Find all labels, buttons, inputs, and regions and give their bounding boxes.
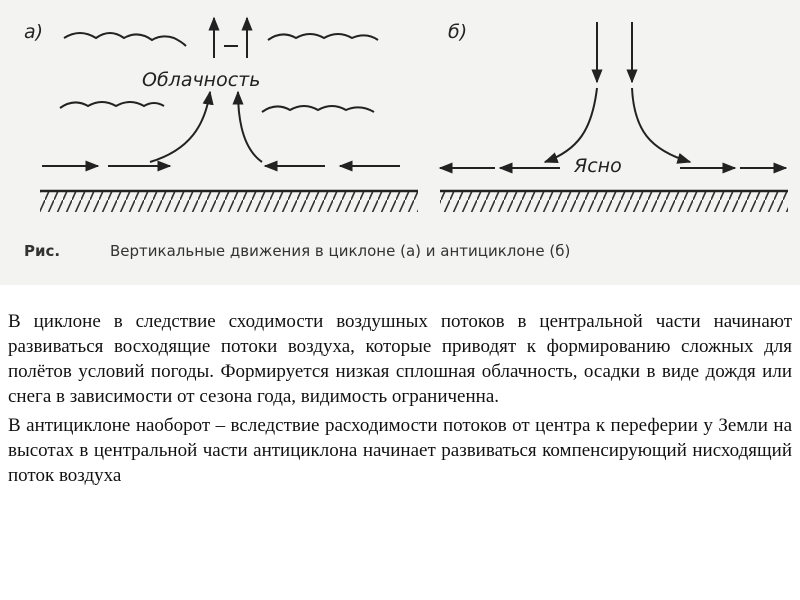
cloudiness-label: Облачность <box>142 69 261 91</box>
panel-b-label: б) <box>448 21 468 43</box>
divergence-curve-right <box>632 88 690 162</box>
panel-a-label: а) <box>24 21 44 43</box>
paragraph-cyclone: В циклоне в следствие сходимости воздушных потоков в центральной части начинают развиваться восходящие потоки воздуха, которые приводят к формированию сложных для полётов условий погоды. Формируется низкая сплошная облачность, осадки в виде дождя или снега в зависимости от сезона года, видимость ограниченна. <box>8 311 792 407</box>
diagram-figure <box>0 0 800 285</box>
lower-cloud-left <box>60 102 164 108</box>
upper-cloud-left <box>64 33 186 46</box>
paragraph-anticyclone: В антициклоне наоборот – вследствие расходимости потоков от центра к переферии у Земли на высотах в центральной части антициклона начинает развиваться компенсирующий нисходящий поток воздуха <box>8 415 792 486</box>
convergence-curve-left <box>150 92 210 162</box>
ground-b <box>440 191 788 212</box>
divergence-curve-left <box>545 88 597 162</box>
cyclone-diagram <box>42 18 400 166</box>
body-text <box>8 309 792 492</box>
lower-cloud-right <box>262 106 374 112</box>
caption-text: Вертикальные движения в циклоне (а) и антициклоне (б) <box>110 242 571 260</box>
convergence-curve-right <box>238 92 262 162</box>
anticyclone-diagram <box>440 22 786 168</box>
ground-a <box>40 191 418 212</box>
clear-label: Ясно <box>574 155 622 177</box>
caption-prefix: Рис. <box>24 242 61 260</box>
upper-cloud-right <box>268 34 378 40</box>
